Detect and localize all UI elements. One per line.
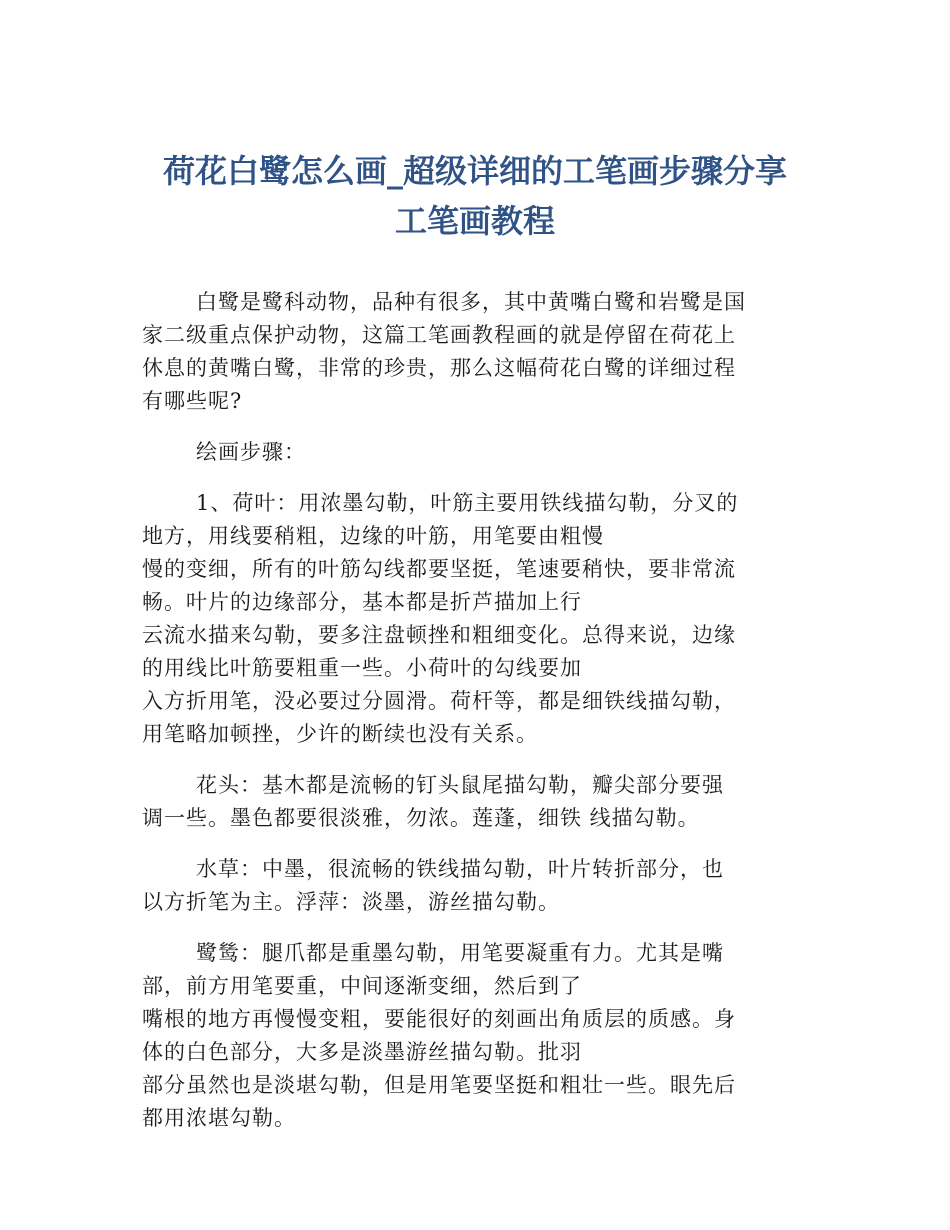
title-line-1: 荷花白鹭怎么画_超级详细的工笔画步骤分享	[162, 152, 787, 190]
text-line: 体的白色部分，大多是淡墨游丝描勾勒。批羽	[142, 1040, 582, 1064]
text-line: 调一些。墨色都要很淡雅，勿浓。莲蓬，细铁 线描勾勒。	[142, 806, 700, 830]
text-line: 的用线比叶筋要粗重一些。小荷叶的勾线要加	[142, 656, 582, 680]
text-line: 云流水描来勾勒，要多注盘顿挫和粗细变化。总得来说，边缘	[142, 623, 736, 647]
text-line: 入方折用笔，没必要过分圆滑。荷杆等，都是细铁线描勾勒，	[142, 689, 736, 713]
text-line: 绘画步骤：	[196, 440, 306, 464]
document-body	[142, 286, 814, 1153]
text-line: 部，前方用笔要重，中间逐渐变细，然后到了	[142, 974, 582, 998]
text-line: 地方，用线要稍粗，边缘的叶筋，用笔要由粗慢	[142, 524, 604, 548]
text-line: 以方折笔为主。浮萍：淡墨，游丝描勾勒。	[142, 890, 560, 914]
paragraph-steps-heading	[142, 436, 814, 469]
text-line: 休息的黄嘴白鹭，非常的珍贵，那么这幅荷花白鹭的详细过程	[142, 356, 736, 380]
text-line: 水草：中墨，很流畅的铁线描勾勒，叶片转折部分，也	[196, 857, 724, 881]
text-line: 有哪些呢?	[142, 389, 243, 413]
paragraph-intro	[142, 286, 814, 418]
paragraph-egret	[142, 937, 814, 1135]
title-line-2: 工笔画教程	[394, 202, 555, 240]
paragraph-lotus-leaf	[142, 487, 814, 751]
text-line: 部分虽然也是淡堪勾勒，但是用笔要坚挺和粗壮一些。眼先后	[142, 1073, 736, 1097]
text-line: 用笔略加顿挫，少许的断续也没有关系。	[142, 722, 538, 746]
text-line: 畅。叶片的边缘部分，基本都是折芦描加上行	[142, 590, 582, 614]
text-line: 都用浓堪勾勒。	[142, 1106, 296, 1130]
paragraph-water-grass	[142, 853, 814, 919]
document-title	[100, 146, 850, 246]
text-line: 花头：基木都是流畅的钉头鼠尾描勾勒，瓣尖部分要强	[196, 773, 724, 797]
paragraph-flower-head	[142, 769, 814, 835]
text-line: 白鹭是鹭科动物，品种有很多，其中黄嘴白鹭和岩鹭是国	[196, 290, 746, 314]
text-line: 家二级重点保护动物，这篇工笔画教程画的就是停留在荷花上	[142, 323, 736, 347]
text-line: 嘴根的地方再慢慢变粗，要能很好的刻画出角质层的质感。身	[142, 1007, 736, 1031]
text-line: 鹭鸶：腿爪都是重墨勾勒，用笔要凝重有力。尤其是嘴	[196, 941, 724, 965]
text-line: 慢的变细，所有的叶筋勾线都要坚挺，笔速要稍快，要非常流	[142, 557, 736, 581]
text-line: 1、荷叶：用浓墨勾勒，叶筋主要用铁线描勾勒，分叉的	[196, 491, 739, 515]
